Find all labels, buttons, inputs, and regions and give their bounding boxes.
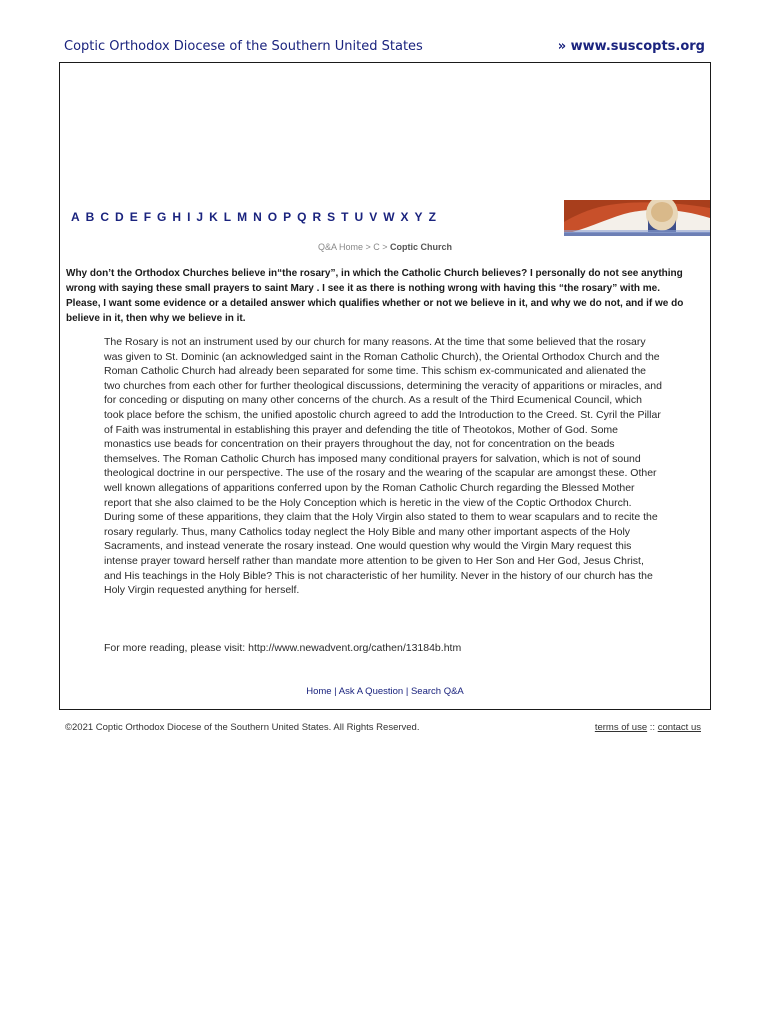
- breadcrumb-home-link[interactable]: Q&A Home: [317, 242, 363, 252]
- alphabet-link-n[interactable]: N: [253, 210, 262, 224]
- alphabet-link-e[interactable]: E: [129, 210, 138, 224]
- alphabet-link-z[interactable]: Z: [428, 210, 436, 224]
- alphabet-link-o[interactable]: O: [267, 210, 278, 224]
- alphabet-link-t[interactable]: T: [341, 210, 349, 224]
- breadcrumb-letter-link[interactable]: C: [373, 242, 380, 252]
- ask-question-link[interactable]: Ask A Question: [338, 686, 404, 697]
- alphabet-link-u[interactable]: U: [354, 210, 364, 224]
- footer-links: [595, 722, 701, 733]
- alphabet-link-w[interactable]: W: [383, 210, 395, 224]
- more-reading-text[interactable]: For more reading, please visit: http://www.newadvent.org/cathen/13184b.htm: [104, 642, 462, 654]
- alphabet-link-g[interactable]: G: [157, 210, 167, 224]
- nav-separator: |: [403, 686, 411, 697]
- alphabet-link-h[interactable]: H: [172, 210, 182, 224]
- contact-us-link[interactable]: contact us: [657, 722, 701, 733]
- alphabet-nav: [71, 210, 442, 224]
- nav-separator: |: [331, 686, 339, 697]
- alphabet-link-c[interactable]: C: [100, 210, 110, 224]
- site-header: [58, 34, 710, 58]
- alphabet-link-b[interactable]: B: [85, 210, 95, 224]
- site-link[interactable]: » www.suscopts.org: [557, 39, 705, 54]
- question-text: Why don’t the Orthodox Churches believe in“the rosary”, in which the Catholic Church believes? I personally do not see anything wrong with saying these small prayers to saint Mary . I see it as there is nothing wrong with having this “the rosary” with me. Please, I want some evidence or a detailed answer which qualifies whether or not we believe in it, and why we do not, and if we do believe in it, then why we believe in it.: [66, 268, 684, 324]
- content-frame: [59, 62, 711, 710]
- footer-separator: ::: [647, 722, 658, 733]
- alphabet-link-x[interactable]: X: [400, 210, 409, 224]
- alphabet-link-m[interactable]: M: [237, 210, 248, 224]
- alphabet-link-l[interactable]: L: [223, 210, 232, 224]
- alphabet-link-y[interactable]: Y: [414, 210, 423, 224]
- bottom-nav: [60, 686, 710, 697]
- banner-image: [564, 200, 710, 236]
- terms-of-use-link[interactable]: terms of use: [594, 722, 648, 733]
- footer-copyright: ©2021 Coptic Orthodox Diocese of the Southern United States. All Rights Reserved.: [65, 722, 420, 733]
- home-link[interactable]: Home: [306, 686, 332, 697]
- alphabet-link-d[interactable]: D: [115, 210, 124, 224]
- alphabet-link-r[interactable]: R: [312, 210, 322, 224]
- alphabet-link-p[interactable]: P: [283, 210, 292, 224]
- alphabet-link-v[interactable]: V: [369, 210, 378, 224]
- alphabet-link-q[interactable]: Q: [297, 210, 307, 224]
- alphabet-link-i[interactable]: I: [187, 210, 191, 224]
- alphabet-link-k[interactable]: K: [209, 210, 218, 224]
- breadcrumb-current: Coptic Church: [390, 242, 453, 252]
- alphabet-link-f[interactable]: F: [143, 210, 152, 224]
- answer-text: The Rosary is not an instrument used by our church for many reasons. At the time that some believed that the rosary was given to St. Dominic (an acknowledged saint in the Roman Catholic Church), the Oriental Orthodox Church and the Roman Catholic Church had already been separated for some time. This schism ex-communicated and alienated the two churches from each other for further theological discussions, determining the veracity of apparitions or miracles, and for conceding or disputing on many other concerns of the church. As a result of the Third Ecumenical Council, which took place before the schism, the unified apostolic church agreed to add the Introduction to the Creed. St. Cyril the Pillar of Faith was instrumental in establishing this prayer and defending the title of Theotokos, Mother of God. Some monastics use beads for concentration on their prayers throughout the day, not for concentration on the beads themselves. The Roman Catholic Church has imposed many conditional prayers for salvation, which is not of sound theological doctrine in our perspective. The use of the rosary and the wearing of the scapular are amongst these. Other well known allegations of apparitions conferred upon by the Roman Catholic Church regarding the Blessed Mother report that she also claimed to be the Holy Conception which is heretic in the view of the Coptic Orthodox Church. During some of these apparitions, they claim that the Holy Virgin also stated to them to wear scapulars and to recite the rosary regularly. Thus, many Catholics today neglect the Holy Bible and many other important aspects of the Holy Sacraments, and instead venerate the rosary instead. One would question why would the Virgin Mary request this intense prayer toward herself rather than mandate more attention to be given to Her Son and Her God, Jesus Christ, and His teachings in the Holy Bible? This is not characteristic of her humility. Never in the history of our church has the Holy Virgin requested anything for herself.: [104, 336, 662, 597]
- alphabet-link-s[interactable]: S: [327, 210, 336, 224]
- alphabet-link-j[interactable]: J: [196, 210, 204, 224]
- search-qa-link[interactable]: Search Q&A: [410, 686, 464, 697]
- site-title: Coptic Orthodox Diocese of the Southern United States: [64, 39, 423, 54]
- breadcrumb-separator: >: [363, 242, 374, 252]
- breadcrumb: [60, 242, 710, 252]
- breadcrumb-separator: >: [379, 242, 391, 252]
- alphabet-link-a[interactable]: A: [71, 210, 80, 224]
